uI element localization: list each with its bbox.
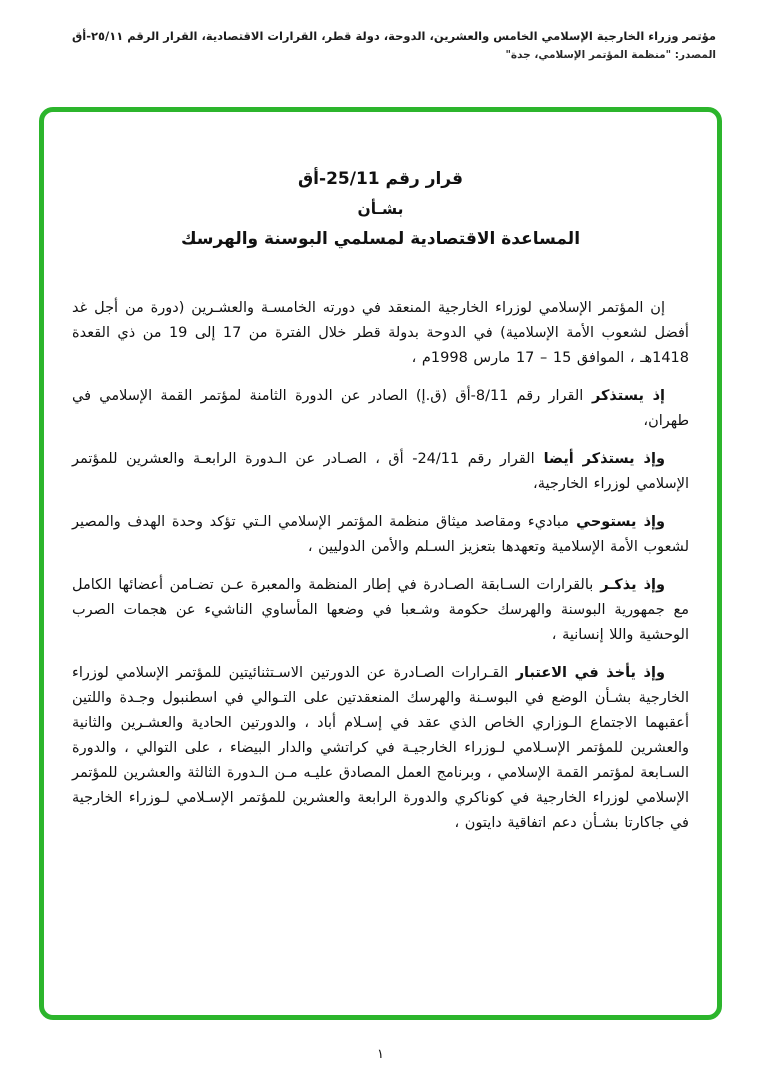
paragraph-lead: وإذ يستذكر أيضا bbox=[534, 451, 665, 467]
resolution-box bbox=[39, 107, 722, 1020]
paragraph: وإذ يستوحي مباديء ومقاصد ميثاق منظمة المؤتمر الإسلامي الـتي تؤكد وحدة الهدف والمصير لشعوب الأمة الإسلامية وتعهدها بتعزيز السـلم والأمن الدوليين ، bbox=[72, 514, 689, 555]
document-title bbox=[72, 164, 689, 254]
paragraph-lead: وإذ يأخذ في الاعتبار bbox=[508, 665, 665, 681]
document-body bbox=[72, 296, 689, 836]
paragraph: وإذ يستذكر أيضا القرار رقم 24/11- أق ، الصـادر عن الـدورة الرابعـة والعشرين للمؤتمر الإسلامي لوزراء الخارجية، bbox=[72, 451, 689, 492]
title-subject: المساعدة الاقتصادية لمسلمي البوسنة والهرسك bbox=[180, 229, 581, 249]
header-source-line-2: المصدر: "منظمة المؤتمر الإسلامي، جدة" bbox=[505, 49, 716, 61]
title-resolution-number: قرار رقم 25/11-أق bbox=[297, 169, 464, 189]
paragraph: إن المؤتمر الإسلامي لوزراء الخارجية المنعقد في دورته الخامسـة والعشـرين (دورة من أجل غد أفضل لشعوب الأمة الإسلامية) في الدوحة بدولة قطر خلال الفترة من 17 إلى 19 من ذي القعدة 1418هـ ، الموافق 15 – 17 مارس 1998م ، bbox=[72, 300, 689, 366]
paragraph: وإذ يأخذ في الاعتبار القـرارات الصـادرة عن الدورتين الاسـتثنائيتين للمؤتمر الإسلامي لوزراء الخارجية بشـأن الوضع في البوسـنة والهرسك المنعقدتين على التـوالي في اسطنبول وجـدة واللتين أعقبهما الاجتماع الـوزاري الخاص الذي عقد في إسـلام أباد ، والدورتين الحادية والعشـرين والثانية والعشرين للمؤتمر الإسـلامي لـوزراء الخارجيـة في كراتشي والدار البيضاء ، على التوالي ، والدورة السـابعة لمؤتمر القمة الإسلامي ، وبرنامج العمل المصادق عليـه مـن الـدورة الثالثة والعشرين للمؤتمر الإسلامي لوزراء الخارجية في كوناكري والدورة الرابعة والعشرين للمؤتمر الإسـلامي لـوزراء الخارجية في جاكارتا بشـأن دعم اتفاقية دايتون ، bbox=[72, 665, 689, 831]
paragraph: إذ يستذكر القرار رقم 8/11-أق (ق.إ) الصادر عن الدورة الثامنة لمؤتمر القمة الإسلامي في طهران، bbox=[72, 388, 689, 429]
title-regarding: بشـأن bbox=[357, 200, 404, 218]
paragraph-lead: وإذ يذكـر bbox=[593, 577, 665, 593]
page-number: ١ bbox=[377, 1047, 384, 1062]
document-header bbox=[40, 26, 716, 64]
paragraph-lead: إذ يستذكر bbox=[583, 388, 665, 404]
paragraph-lead: وإذ يستوحي bbox=[569, 514, 665, 530]
header-source-line-1: مؤتمر وزراء الخارجية الإسلامي الخامس والعشرين، الدوحة، دولة قطر، القرارات الاقتصادية، القرار الرقم ٢٥/١١-أق bbox=[71, 29, 716, 43]
paragraph: وإذ يذكـر بالقرارات السـابقة الصـادرة في إطار المنظمة والمعبرة عـن تضـامن أعضائها الكامل مع جمهورية البوسنة والهرسك حكومة وشـعبا في وضعها المأساوي الناشيء عن هجمات الصرب الوحشية واللا إنسانية ، bbox=[72, 577, 689, 643]
